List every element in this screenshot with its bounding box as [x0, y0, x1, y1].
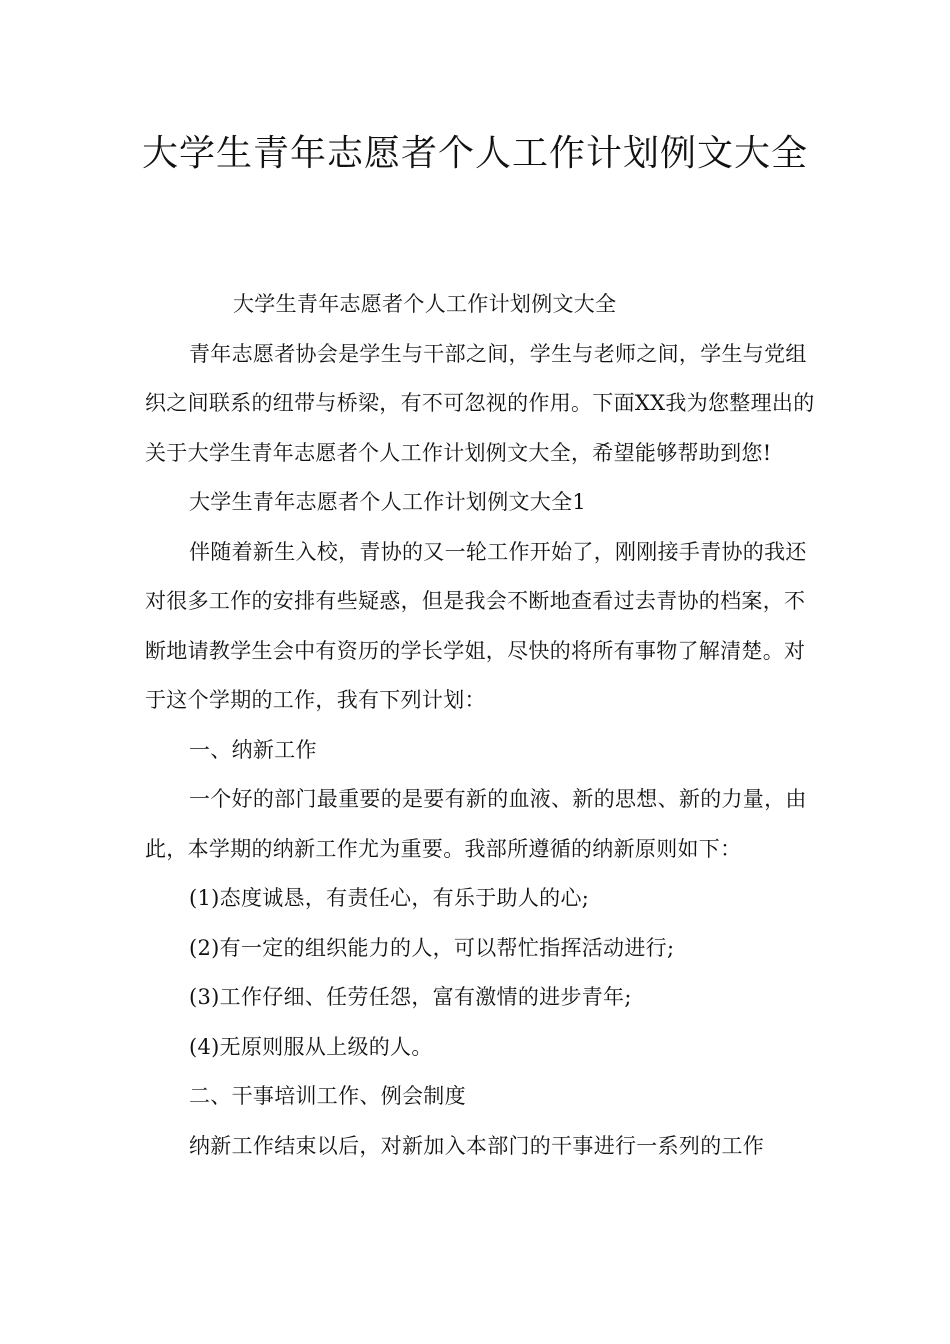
list-item: (3)工作仔细、任劳任怨，富有激情的进步青年; [189, 985, 632, 1009]
list-item: (4)无原则服从上级的人。 [189, 1034, 433, 1059]
document-title: 大学生青年志愿者个人工作计划例文大全 [141, 133, 808, 174]
list-item: (2)有一定的组织能力的人，可以帮忙指挥活动进行; [189, 935, 675, 960]
body-paragraph: 纳新工作结束以后，对新加入本部门的干事进行一系列的工作 [189, 1133, 765, 1158]
document-subtitle: 大学生青年志愿者个人工作计划例文大全 [233, 292, 617, 316]
intro-paragraph: 青年志愿者协会是学生与干部之间，学生与老师之间，学生与党组织之间联系的纽带与桥梁，有不可忽视的作用。下面XX我为您整理出的关于大学生青年志愿者个人工作计划例文大全，希望能够帮助到您! [145, 341, 815, 465]
list-item: (1)态度诚恳，有责任心，有乐于助人的心; [189, 886, 590, 910]
document-body [145, 280, 825, 1171]
body-paragraph: 一个好的部门最重要的是要有新的血液、新的思想、新的力量，由此，本学期的纳新工作尤为重要。我部所遵循的纳新原则如下： [145, 787, 807, 861]
section-heading: 二、干事培训工作、例会制度 [189, 1084, 466, 1108]
body-paragraph: 伴随着新生入校，青协的又一轮工作开始了，刚刚接手青协的我还对很多工作的安排有些疑惑，但是我会不断地查看过去青协的档案，不断地请教学生会中有资历的学长学姐，尽快的将所有事物了解清楚。对于这个学期的工作，我有下列计划： [145, 539, 807, 712]
section-heading: 大学生青年志愿者个人工作计划例文大全1 [189, 490, 587, 514]
section-heading: 一、纳新工作 [189, 737, 317, 762]
